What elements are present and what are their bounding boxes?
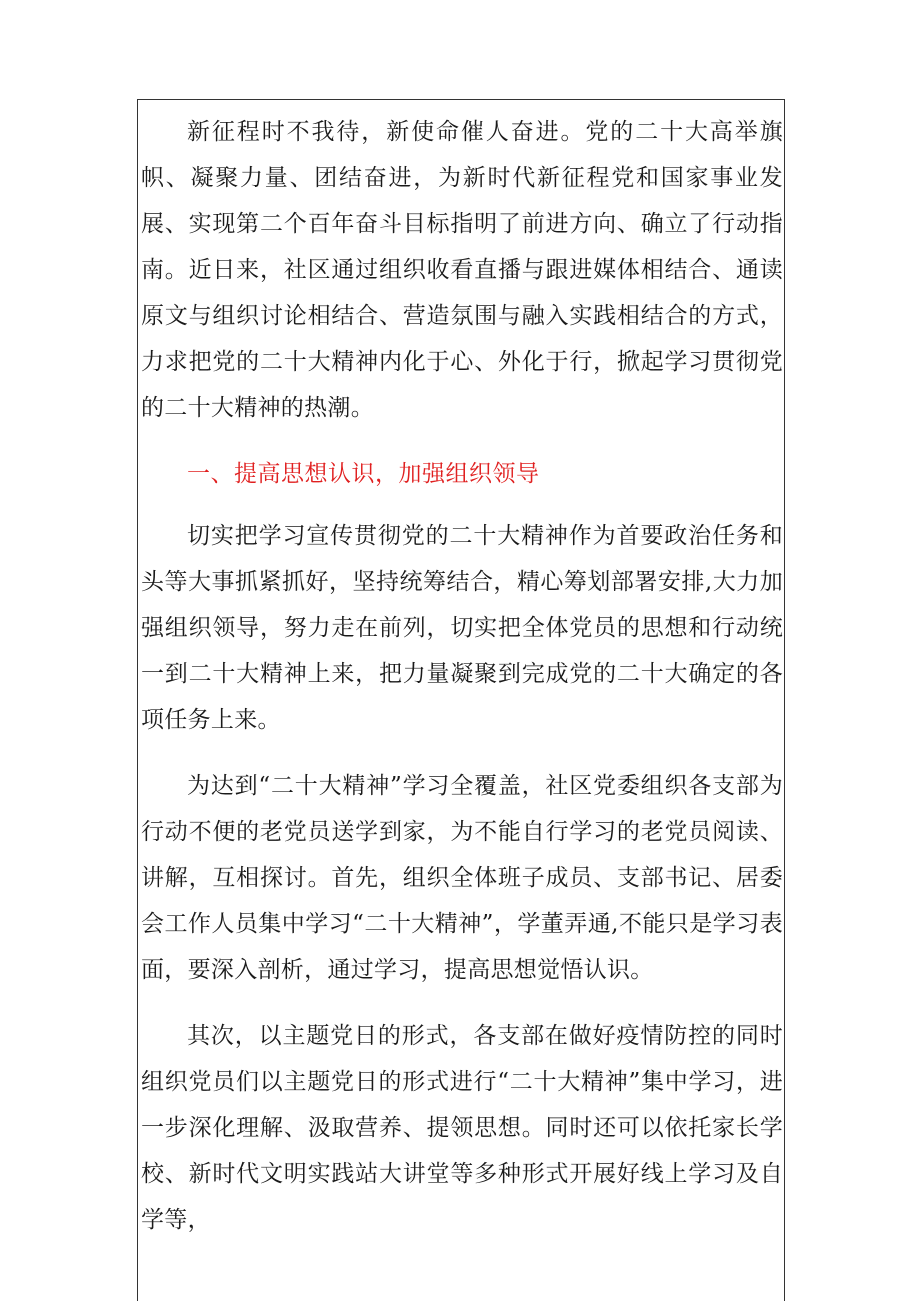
body-paragraph-2: 为达到“二十大精神”学习全覆盖，社区党委组织各支部为行动不便的老党员送学到家，为不能自行学习的老党员阅读、讲解，互相探讨。首先，组织全体班子成员、支部书记、居委会工作人员集中学习“二十大精神”，学董弄通,不能只是学习表面，要深入剖析，通过学习，提高思想觉悟认识。 bbox=[141, 773, 783, 983]
body-paragraph-1: 切实把学习宣传贯彻党的二十大精神作为首要政治任务和头等大事抓紧抓好，坚持统筹结合，精心筹划部署安排,大力加强组织领导，努力走在前列，切实把全体党员的思想和行动统一到二十大精神上来，把力量凝聚到完成党的二十大确定的各项任务上来。 bbox=[141, 523, 783, 733]
body-paragraph-3: 其次，以主题党日的形式，各支部在做好疫情防控的同时组织党员们以主题党日的形式进行“二十大精神”集中学习，进一步深化理解、汲取营养、提领思想。同时还可以依托家长学校、新时代文明实践站大讲堂等多种形式开展好线上学习及自学等， bbox=[141, 1023, 783, 1233]
section-heading: 一、提高思想认识，加强组织领导 bbox=[187, 461, 540, 487]
intro-paragraph: 新征程时不我待，新使命催人奋进。党的二十大高举旗帜、凝聚力量、团结奋进，为新时代新征程党和国家事业发展、实现第二个百年奋斗目标指明了前进方向、确立了行动指南。近日来，社区通过组织收看直播与跟进媒体相结合、通读原文与组织讨论相结合、营造氛围与融入实践相结合的方式，力求把党的二十大精神内化于心、外化于行，掀起学习贯彻党的二十大精神的热潮。 bbox=[141, 119, 783, 421]
document-body bbox=[137, 109, 785, 1263]
